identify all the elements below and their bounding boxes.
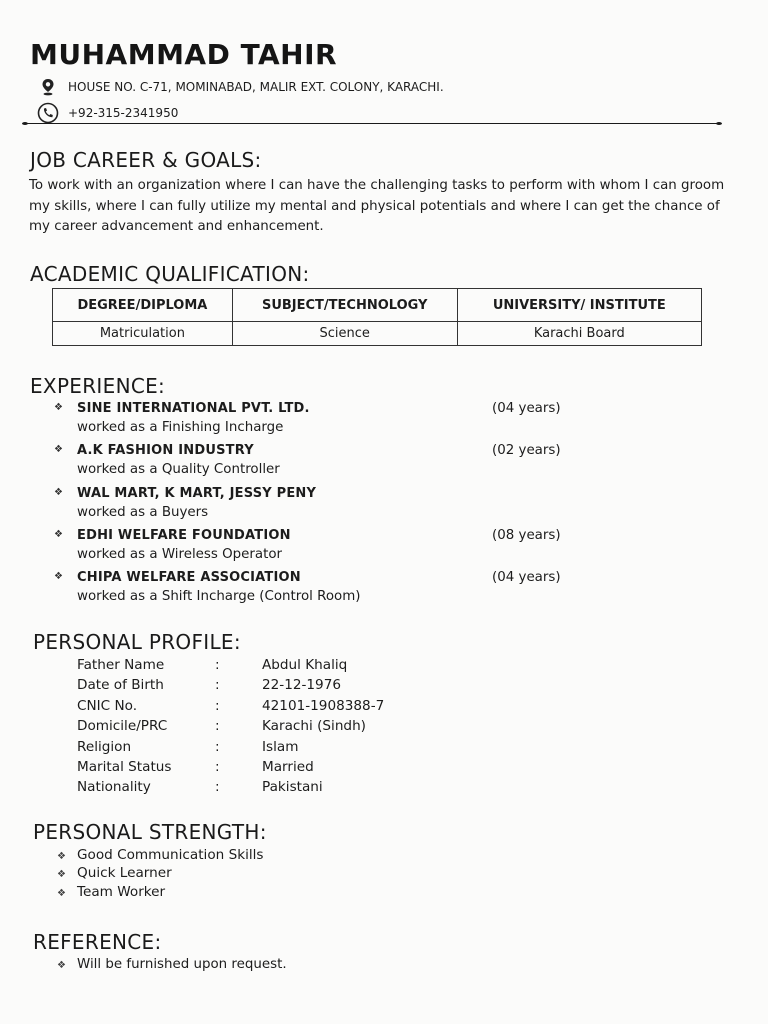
profile-separator: : (215, 697, 220, 714)
profile-value: Islam (262, 738, 299, 755)
profile-label: Religion (77, 738, 132, 755)
list-item (54, 528, 614, 570)
diamond-bullet-icon: ❖ (54, 571, 63, 583)
profile-label: Nationality (77, 779, 151, 796)
reference-text: Will be furnished upon request. (77, 957, 287, 972)
section-title-strength: PERSONAL STRENGTH: (33, 820, 267, 844)
list-item (54, 486, 614, 528)
job-duration: (02 years) (492, 443, 561, 459)
header-divider (22, 122, 722, 125)
profile-row (77, 657, 457, 677)
company-name: WAL MART, K MART, JESSY PENY (77, 485, 317, 501)
section-title-experience: EXPERIENCE: (30, 374, 166, 398)
profile-label: CNIC No. (77, 697, 138, 714)
strength-list (57, 847, 264, 902)
job-role: worked as a Quality Controller (77, 462, 280, 478)
job-duration: (04 years) (492, 401, 561, 416)
table-header-row (53, 289, 702, 322)
profile-value: Pakistani (262, 779, 323, 796)
profile-row (77, 759, 457, 779)
address-line (36, 78, 444, 96)
list-item (54, 401, 614, 443)
diamond-bullet-icon: ❖ (57, 869, 66, 881)
company-name: EDHI WELFARE FOUNDATION (77, 527, 291, 543)
company-name: A.K FASHION INDUSTRY (77, 443, 254, 459)
list-item (57, 847, 264, 865)
experience-list (54, 401, 614, 612)
table-cell: Matriculation (53, 322, 233, 346)
candidate-name: MUHAMMAD TAHIR (30, 38, 338, 71)
table-cell: Science (232, 322, 457, 346)
strength-text: Team Worker (77, 883, 166, 900)
diamond-bullet-icon: ❖ (57, 887, 66, 899)
profile-row (77, 677, 457, 697)
profile-separator: : (215, 738, 220, 755)
reference-item (57, 957, 287, 972)
phone-line (36, 102, 178, 124)
profile-value: 42101-1908388-7 (262, 697, 385, 714)
goals-paragraph: To work with an organization where I can have the challenging tasks to perform with whom I can groom my skills, where I can fully utilize my mental and physical potentials and where I can get the chance of my career advancement and enhancement. (29, 178, 725, 234)
diamond-bullet-icon: ❖ (54, 486, 63, 498)
profile-separator: : (215, 758, 220, 775)
section-title-goals: JOB CAREER & GOALS: (30, 148, 262, 172)
profile-row (77, 698, 457, 718)
profile-label: Domicile/PRC (77, 718, 168, 735)
diamond-bullet-icon: ❖ (54, 444, 63, 456)
list-item (54, 443, 614, 485)
location-pin-icon (36, 78, 60, 96)
profile-value: 22-12-1976 (262, 677, 342, 694)
profile-row (77, 739, 457, 759)
job-role: worked as a Shift Incharge (Control Room) (77, 589, 361, 605)
profile-value: Abdul Khaliq (262, 657, 348, 673)
section-title-profile: PERSONAL PROFILE: (33, 630, 241, 654)
diamond-bullet-icon: ❖ (54, 402, 63, 413)
job-role: worked as a Finishing Incharge (77, 420, 284, 435)
strength-text: Good Communication Skills (77, 847, 264, 863)
profile-value: Karachi (Sindh) (262, 718, 366, 735)
section-title-reference: REFERENCE: (33, 930, 162, 954)
job-role: worked as a Buyers (77, 504, 209, 520)
column-header-degree: DEGREE/DIPLOMA (53, 289, 233, 322)
profile-separator: : (215, 779, 220, 796)
phone-icon (36, 102, 60, 124)
profile-row (77, 718, 457, 738)
phone-text: +92-315-2341950 (68, 106, 179, 120)
section-title-academic: ACADEMIC QUALIFICATION: (30, 262, 310, 286)
company-name: CHIPA WELFARE ASSOCIATION (77, 570, 301, 586)
job-role: worked as a Wireless Operator (77, 546, 283, 562)
diamond-bullet-icon: ❖ (57, 851, 66, 862)
profile-separator: : (215, 718, 220, 735)
table-cell: Karachi Board (457, 322, 701, 346)
profile-value: Married (262, 758, 314, 775)
column-header-university: UNIVERSITY/ INSTITUTE (457, 289, 701, 322)
job-duration: (04 years) (492, 570, 561, 586)
profile-list (77, 657, 457, 800)
company-name: SINE INTERNATIONAL PVT. LTD. (77, 401, 310, 416)
profile-separator: : (215, 657, 220, 673)
job-duration: (08 years) (492, 527, 561, 543)
list-item (54, 570, 614, 612)
profile-label: Marital Status (77, 758, 172, 775)
list-item (57, 884, 264, 902)
list-item (57, 865, 264, 883)
strength-text: Quick Learner (77, 865, 172, 882)
column-header-subject: SUBJECT/TECHNOLOGY (232, 289, 457, 322)
academic-table (52, 288, 702, 346)
diamond-bullet-icon: ❖ (57, 960, 66, 971)
table-row (53, 322, 702, 346)
address-text: HOUSE NO. C-71, MOMINABAD, MALIR EXT. COLONY, KARACHI. (68, 80, 444, 94)
profile-row (77, 779, 457, 799)
profile-separator: : (215, 677, 220, 694)
diamond-bullet-icon: ❖ (54, 528, 63, 540)
profile-label: Date of Birth (77, 677, 164, 694)
profile-label: Father Name (77, 657, 165, 673)
